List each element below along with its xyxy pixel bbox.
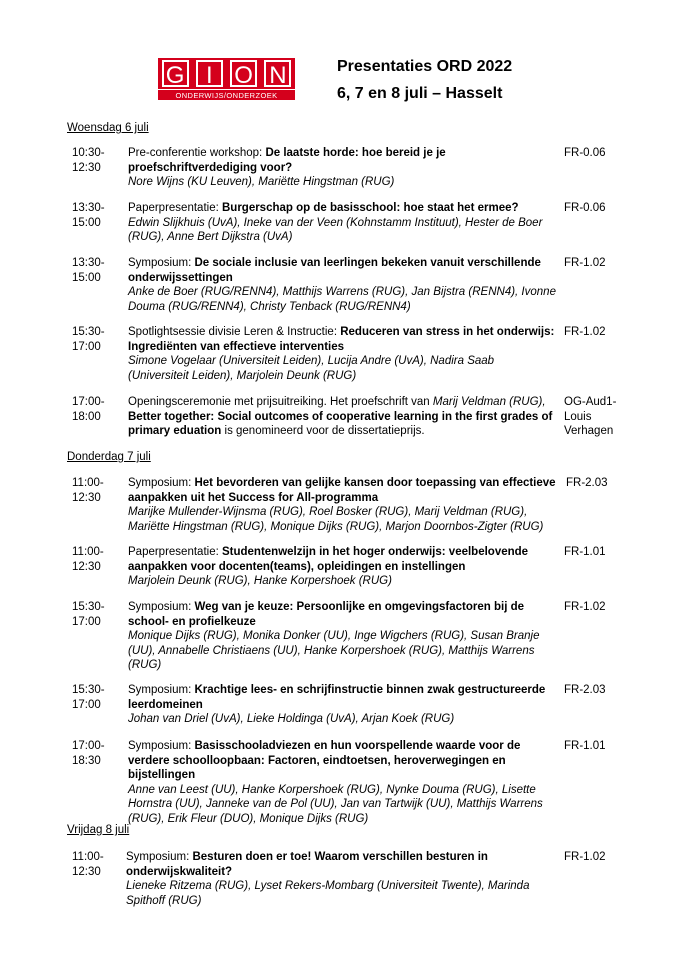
session-description bbox=[126, 850, 554, 908]
session-time: 11:00- 12:30 bbox=[72, 851, 104, 878]
gion-logo bbox=[158, 58, 295, 100]
day-heading: Donderdag 7 juli bbox=[67, 451, 151, 463]
session-kind: Pre-conferentie workshop: bbox=[128, 147, 266, 159]
document-subtitle: 6, 7 en 8 juli – Hasselt bbox=[337, 85, 503, 102]
session-time: 17:00- 18:30 bbox=[72, 740, 105, 767]
session-description bbox=[128, 739, 556, 826]
session-kind: Symposium: bbox=[126, 851, 193, 863]
session-time: 15:30- 17:00 bbox=[72, 601, 105, 628]
session-authors: Nore Wijns (KU Leuven), Mariëtte Hingstman (RUG) bbox=[128, 176, 395, 188]
session-kind: Symposium: bbox=[128, 477, 195, 489]
session-time: 15:30- 17:00 bbox=[72, 326, 105, 353]
session-kind: Paperpresentatie: bbox=[128, 202, 222, 214]
session-kind: Symposium: bbox=[128, 257, 195, 269]
session-room: FR-0.06 bbox=[564, 202, 606, 214]
session-title: Better together: Social outcomes of cooperative learning in the first grades of primary eduation bbox=[128, 410, 553, 437]
session-title: Burgerschap op de basisschool: hoe staat het ermee? bbox=[221, 202, 519, 214]
session-authors: Simone Vogelaar (Universiteit Leiden), Lucija Andre (UvA), Nadira Saab (Universiteit Leiden), Marjolein Deunk (RUG) bbox=[128, 355, 495, 382]
session-description bbox=[128, 146, 556, 190]
session-kind: Symposium: bbox=[128, 601, 195, 613]
session-authors: Edwin Slijkhuis (UvA), Ineke van der Veen (Kohnstamm Instituut), Hester de Boer (RUG), Anne Bert Dijkstra (UvA) bbox=[128, 216, 543, 243]
session-room: FR-1.01 bbox=[564, 546, 606, 558]
session-description bbox=[128, 600, 556, 673]
session-title: Reduceren van stress in het onderwijs: Ingrediënten van effectieve interventies bbox=[128, 326, 555, 353]
session-description bbox=[128, 325, 556, 383]
session-kind: Symposium: bbox=[128, 684, 195, 696]
session-time: 15:30- 17:00 bbox=[72, 684, 105, 711]
logo-subtitle: ONDERWIJS/ONDERZOEK bbox=[158, 89, 295, 101]
session-time: 11:00- 12:30 bbox=[72, 477, 104, 504]
session-kind: Paperpresentatie: bbox=[128, 546, 222, 558]
session-time: 11:00- 12:30 bbox=[72, 546, 104, 573]
logo-letter: I bbox=[196, 60, 223, 87]
session-title: Studentenwelzijn in het hoger onderwijs: veelbelovende aanpakken voor docenten(teams), opleidingen en instellingen bbox=[128, 546, 529, 573]
session-authors: Lieneke Ritzema (RUG), Lyset Rekers-Mombarg (Universiteit Twente), Marinda Spithoff (RUG) bbox=[126, 880, 530, 907]
document-title: Presentaties ORD 2022 bbox=[337, 58, 513, 75]
session-description bbox=[128, 256, 556, 314]
session-description bbox=[128, 476, 556, 534]
session-authors: Johan van Driel (UvA), Lieke Holdinga (UvA), Arjan Koek (RUG) bbox=[128, 713, 455, 725]
session-room: FR-0.06 bbox=[564, 147, 606, 159]
session-description bbox=[128, 201, 556, 245]
session-kind: Symposium: bbox=[128, 740, 195, 752]
day-heading: Vrijdag 8 juli bbox=[67, 824, 130, 836]
day-heading: Woensdag 6 juli bbox=[67, 122, 149, 134]
session-nominee: Marij Veldman (RUG), bbox=[432, 396, 546, 408]
session-room: FR-1.02 bbox=[564, 257, 606, 269]
session-room: FR-1.02 bbox=[564, 851, 606, 863]
session-authors: Anne van Leest (UU), Hanke Korpershoek (RUG), Nynke Douma (RUG), Lisette Hornstra (UU), Janneke van de Pol (UU), Jan van Tartwijk (UU), Matthijs Warrens (RUG), Erik Fleur (DUO), Monique Dijks (RUG) bbox=[128, 783, 543, 825]
session-time: 13:30- 15:00 bbox=[72, 257, 105, 284]
session-time: 10:30- 12:30 bbox=[72, 147, 105, 174]
session-kind: Spotlightsessie divisie Leren & Instructie: bbox=[128, 326, 341, 338]
session-description bbox=[128, 545, 556, 589]
session-authors: Marjolein Deunk (RUG), Hanke Korpershoek (RUG) bbox=[128, 575, 392, 587]
session-title: Het bevorderen van gelijke kansen door toepassing van effectieve aanpakken uit het Success for All-programma bbox=[128, 477, 556, 504]
logo-letters bbox=[158, 58, 295, 89]
session-room: FR-1.02 bbox=[564, 601, 606, 613]
session-title: Krachtige lees- en schrijfinstructie binnen zwak gestructureerde leerdomeinen bbox=[128, 684, 546, 711]
session-description bbox=[128, 395, 556, 439]
session-authors: Marijke Mullender-Wijnsma (RUG), Roel Bosker (RUG), Marij Veldman (RUG), Mariëtte Hingstman (RUG), Monique Dijks (RUG), Marjon Doornbos-Zigter (RUG) bbox=[128, 506, 544, 533]
session-title: De laatste horde: hoe bereid je je proefschriftverdediging voor? bbox=[128, 147, 446, 174]
logo-letter: O bbox=[230, 60, 257, 87]
session-title: Weg van je keuze: Persoonlijke en omgevingsfactoren bij de school- en profielkeuze bbox=[128, 601, 525, 628]
session-title: Basisschooladviezen en hun voorspellende waarde voor de verdere schoolloopbaan: Factoren, eindtoetsen, heroverwegingen en bijstellingen bbox=[128, 740, 521, 781]
session-room: OG-Aud1-Louis Verhagen bbox=[564, 396, 617, 437]
session-authors: Anke de Boer (RUG/RENN4), Matthijs Warrens (RUG), Jan Bijstra (RENN4), Ivonne Douma (RUG/RENN4), Christy Tenback (RUG/RENN4) bbox=[128, 286, 556, 313]
session-time: 13:30- 15:00 bbox=[72, 202, 105, 229]
session-authors: Monique Dijks (RUG), Monika Donker (UU), Inge Wigchers (RUG), Susan Branje (UU), Annabelle Christiaens (UU), Hanke Korpershoek (RUG), Matthijs Warrens (RUG) bbox=[128, 630, 540, 671]
session-room: FR-1.02 bbox=[564, 326, 606, 338]
session-title: Besturen doen er toe! Waarom verschillen besturen in onderwijskwaliteit? bbox=[126, 851, 488, 878]
session-time: 17:00- 18:00 bbox=[72, 396, 105, 423]
session-suffix: is genomineerd voor de dissertatieprijs. bbox=[221, 425, 425, 437]
logo-letter: N bbox=[264, 60, 291, 87]
session-kind: Openingsceremonie met prijsuitreiking. Het proefschrift van bbox=[128, 396, 433, 408]
session-description bbox=[128, 683, 556, 727]
session-room: FR-2.03 bbox=[566, 477, 608, 489]
session-room: FR-1.01 bbox=[564, 740, 606, 752]
session-title: De sociale inclusie van leerlingen bekeken vanuit verschillende onderwijssettingen bbox=[128, 257, 541, 284]
logo-letter: G bbox=[162, 60, 189, 87]
session-room: FR-2.03 bbox=[564, 684, 606, 696]
